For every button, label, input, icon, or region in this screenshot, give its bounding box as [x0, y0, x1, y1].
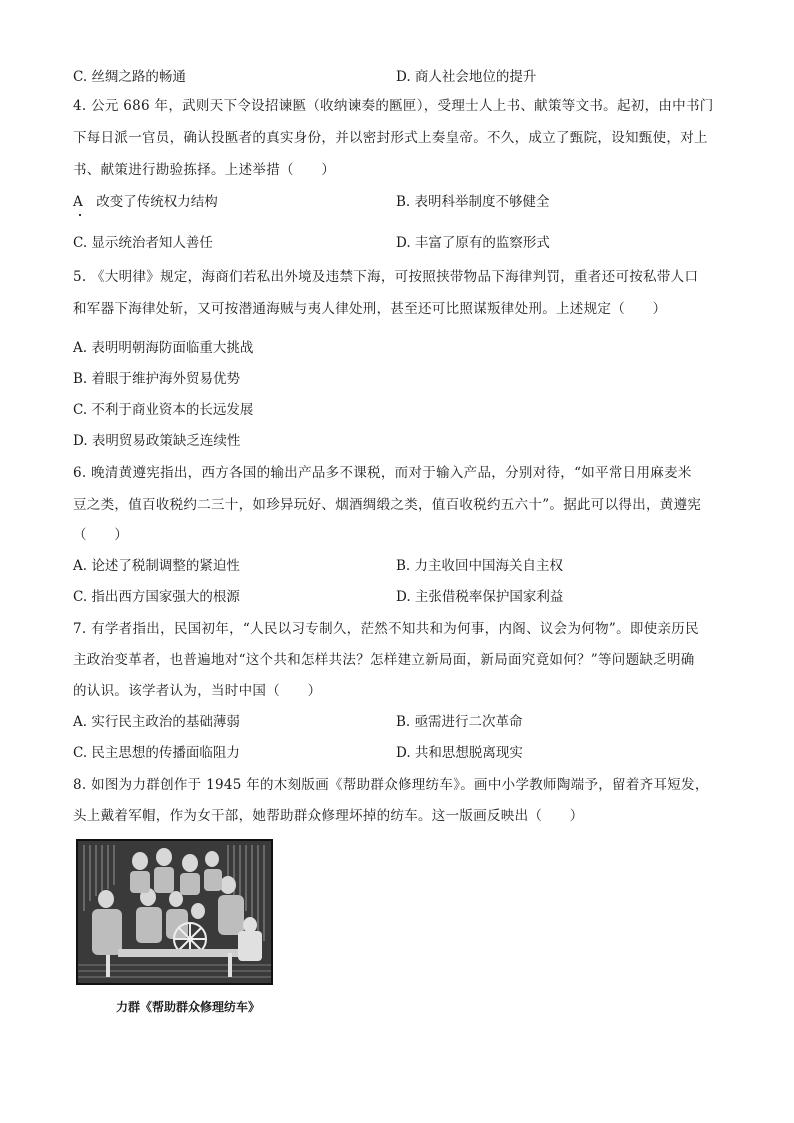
- q6-stem-line-3: （ ）: [73, 527, 129, 543]
- q7-option-c: C. 民主思想的传播面临阻力: [73, 745, 240, 761]
- q3-option-d: D. 商人社会地位的提升: [396, 69, 537, 85]
- q4-stem-line-2: 下每日派一官员，确认投匦者的真实身份，并以密封形式上奏皇帝。不久，成立了甄院，设知甄使，对上: [73, 130, 708, 146]
- q7-stem-line-3: 的认识。该学者认为，当时中国（ ）: [73, 683, 322, 699]
- q5-option-a: A. 表明明朝海防面临重大挑战: [73, 340, 254, 356]
- q5-option-b: B. 着眼于维护海外贸易优势: [73, 371, 241, 387]
- q5-stem-line-2: 和军器下海律处斩，又可按潜通海贼与夷人律处刑，甚至还可比照谋叛律处刑。上述规定（ ）: [73, 301, 667, 317]
- q6-option-d: D. 主张借税率保护国家利益: [396, 589, 564, 605]
- q8-stem-line-2: 头上戴着军帽，作为女干部，她帮助群众修理坏掉的纺车。这一版画反映出（ ）: [73, 808, 584, 824]
- q5-option-d: D. 表明贸易政策缺乏连续性: [73, 433, 241, 449]
- q8-stem-line-1: 8. 如图为力群创作于 1945 年的木刻版画《帮助群众修理纺车》。画中小学教师陶端予，留着齐耳短发，: [73, 777, 709, 793]
- q6-stem-line-2: 豆之类，值百收税约二三十，如珍异玩好、烟酒绸缎之类，值百收税约五六十”。据此可以得出，黄遵宪: [73, 497, 702, 513]
- q5-option-c: C. 不利于商业资本的长远发展: [73, 402, 254, 418]
- q6-stem-line-1: 6. 晚清黄遵宪指出，西方各国的输出产品多不课税，而对于输入产品，分别对待，“如平常日用麻麦米: [73, 465, 692, 481]
- q4-option-b: B. 表明科举制度不够健全: [396, 194, 550, 210]
- q7-option-a: A. 实行民主政治的基础薄弱: [73, 714, 240, 730]
- q7-option-b: B. 亟需进行二次革命: [396, 714, 523, 730]
- woodcut-print-image: [76, 839, 273, 985]
- figure-caption: 力群《帮助群众修理纺车》: [116, 1000, 261, 1014]
- q4-option-d: D. 丰富了原有的监察形式: [396, 235, 550, 251]
- q6-option-a: A. 论述了税制调整的紧迫性: [73, 558, 240, 574]
- q6-option-b: B. 力主收回中国海关自主权: [396, 558, 564, 574]
- woodcut-illustration: [78, 841, 271, 983]
- q7-stem-line-2: 主政治变革者，也普遍地对“这个共和怎样共法？怎样建立新局面，新局面究竟如何？”等问题缺乏明确: [73, 652, 695, 668]
- q5-stem-line-1: 5. 《大明律》规定，海商们若私出外境及违禁下海，可按照挟带物品下海律判罚，重者还可按私带人口: [73, 269, 699, 285]
- q4-option-a: A 改变了传统权力结构: [73, 194, 218, 210]
- q7-option-d: D. 共和思想脱离现实: [396, 745, 523, 761]
- scan-speck: [79, 214, 81, 216]
- q7-stem-line-1: 7. 有学者指出，民国初年，“人民以习专制久，茫然不知共和为何事，内阁、议会为何物”。即使亲历民: [73, 621, 699, 637]
- q4-option-c: C. 显示统治者知人善任: [73, 235, 213, 251]
- q4-stem-line-1: 4. 公元 686 年，武则天下令设招谏匦（收纳谏奏的匦匣），受理士人上书、献策等文书。起初，由中书门: [73, 98, 714, 114]
- q6-option-c: C. 指出西方国家强大的根源: [73, 589, 240, 605]
- q3-option-c: C. 丝绸之路的畅通: [73, 69, 186, 85]
- q4-stem-line-3: 书、献策进行勘验拣择。上述举措（ ）: [73, 162, 336, 178]
